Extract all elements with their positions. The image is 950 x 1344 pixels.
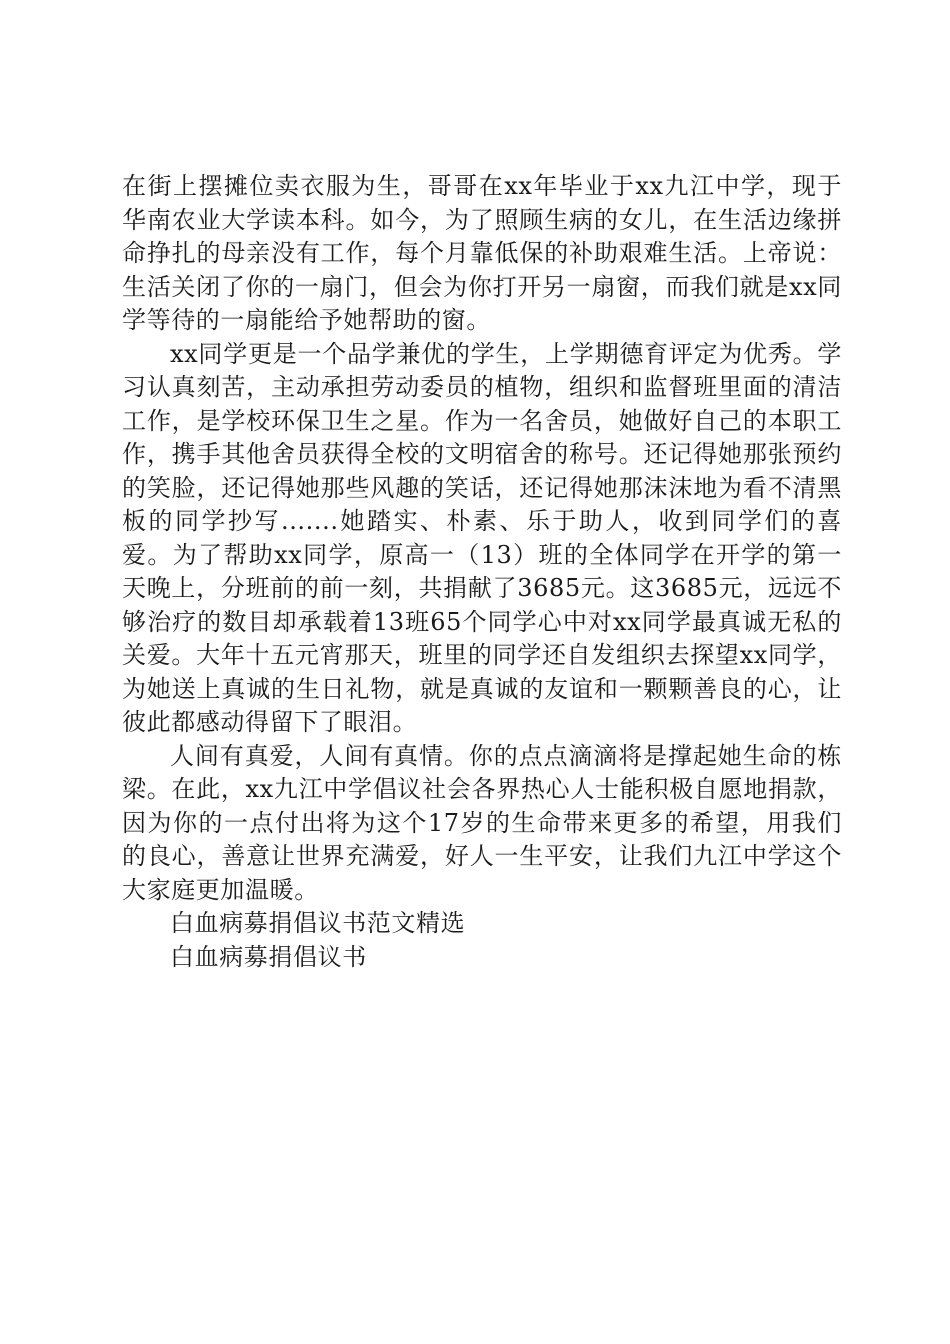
heading-line-1: 白血病募捐倡议书范文精选 bbox=[170, 909, 466, 937]
paragraph-student-virtues: xx同学更是一个品学兼优的学生，上学期德育评定为优秀。学习认真刻苦，主动承担劳动委员的植物，组织和监督班里面的清洁工作，是学校环保卫生之星。作为一名舍员，她做好自己的本职工作，携手其他舍员获得全校的文明宿舍的称号。还记得她那张预约的笑脸，还记得她那些风趣的笑话，还记得她那沫沫地为看不清黑板的同学抄写.......她踏实、朴素、乐于助人，收到同学们的喜爱。为了帮助xx同学，原高一（13）班的全体同学在开学的第一天晚上，分班前的前一刻，共捐献了3685元。这3685元，远远不够治疗的数目却承载着13班65个同学心中对xx同学最真诚无私的关爱。大年十五元宵那天，班里的同学还自发组织去探望xx同学，为她送上真诚的生日礼物，就是真诚的友谊和一颗颗善良的心，让彼此都感动得留下了眼泪。 bbox=[122, 339, 842, 736]
heading-line-2: 白血病募捐倡议书 bbox=[170, 942, 367, 971]
document-body bbox=[122, 170, 842, 974]
paragraph-continuation: 在街上摆摊位卖衣服为生，哥哥在xx年毕业于xx九江中学，现于华南农业大学读本科。如今，为了照顾生病的女儿，在生活边缘拼命挣扎的母亲没有工作，每个月靠低保的补助艰难生活。上帝说：生活关闭了你的一扇门，但会为你打开另一扇窗，而我们就是xx同学等待的一扇能给予她帮助的窗。 bbox=[122, 172, 842, 334]
paragraph-appeal: 人间有真爱，人间有真情。你的点点滴滴将是撑起她生命的栋梁。在此，xx九江中学倡议社会各界热心人士能积极自愿地捐款，因为你的一点付出将为这个17岁的生命带来更多的希望，用我们的良心，善意让世界充满爱，好人一生平安，让我们九江中学这个大家庭更加温暖。 bbox=[122, 741, 842, 904]
